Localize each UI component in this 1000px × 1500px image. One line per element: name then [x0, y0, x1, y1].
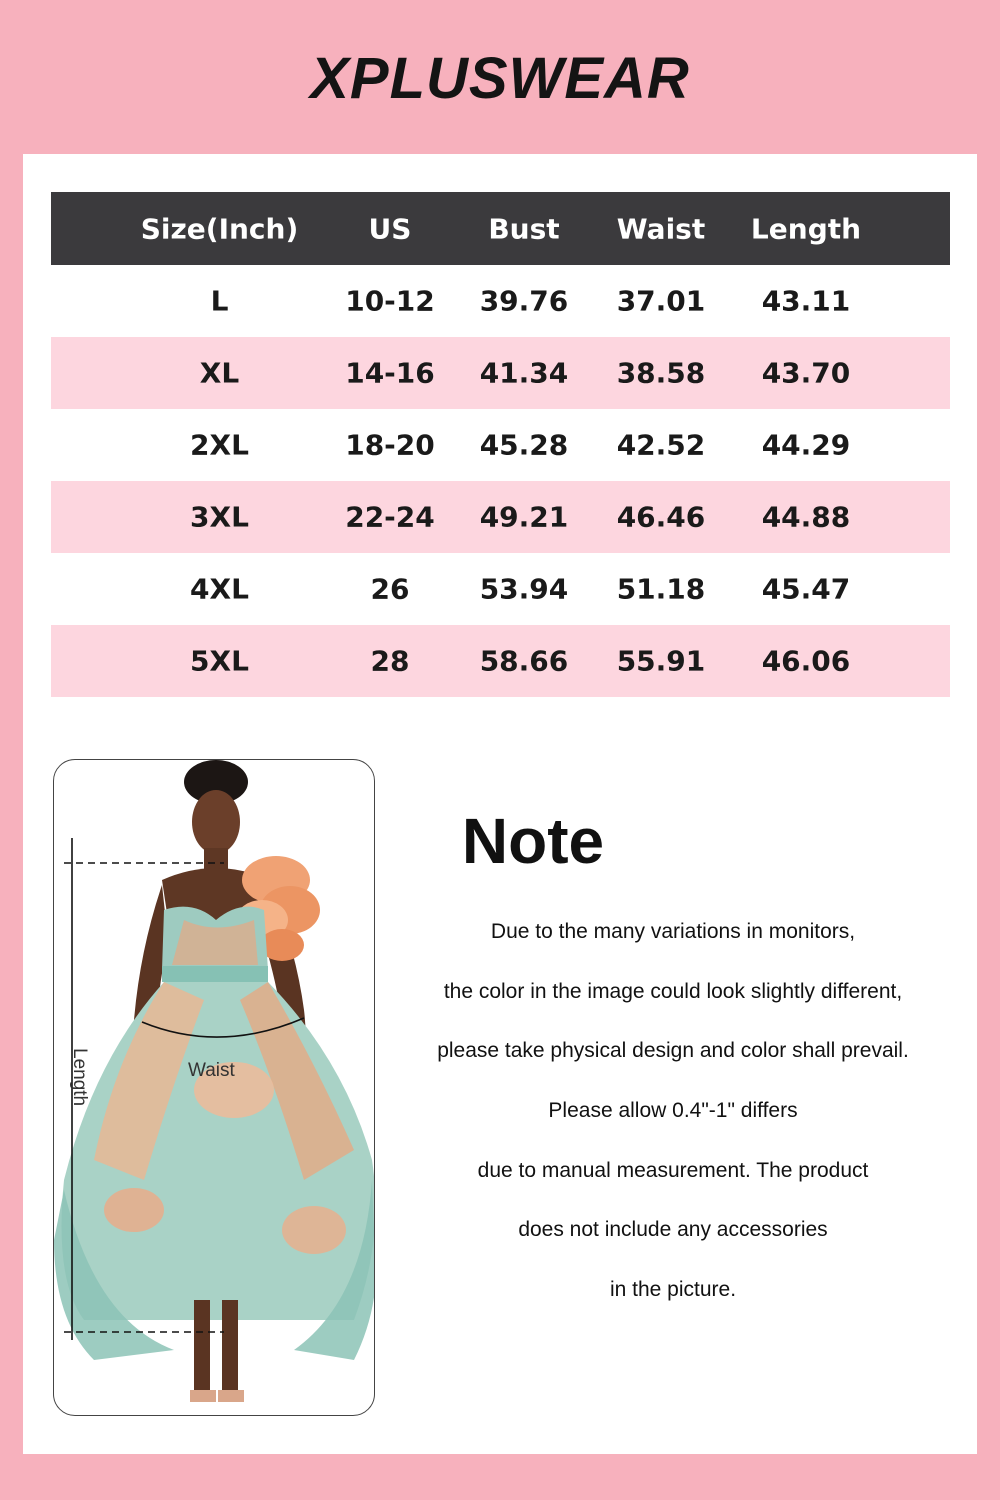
- cell-bust: 41.34: [479, 356, 569, 390]
- header-bust: Bust: [488, 212, 560, 245]
- note-title: Note: [461, 805, 605, 877]
- note-body: [398, 907, 948, 1325]
- cell-size: 5XL: [190, 644, 249, 678]
- note-line: Please allow 0.4"-1" differs: [548, 1099, 798, 1123]
- cell-us: 28: [370, 644, 410, 678]
- cell-waist: 37.01: [616, 284, 706, 318]
- table-row: [51, 553, 950, 625]
- table-row: [51, 409, 950, 481]
- cell-waist: 55.91: [616, 644, 706, 678]
- header-waist: Waist: [616, 212, 706, 245]
- cell-waist: 51.18: [616, 572, 706, 606]
- cell-size: XL: [199, 356, 240, 390]
- table-row: [51, 265, 950, 337]
- note-line: does not include any accessories: [518, 1218, 828, 1242]
- header-us: US: [368, 212, 412, 245]
- length-label: Length: [69, 1048, 90, 1107]
- cell-us: 14-16: [345, 356, 435, 390]
- cell-size: 2XL: [190, 428, 249, 462]
- brand-logo: XPLUSWEAR: [310, 46, 690, 111]
- size-chart-card: [23, 154, 977, 1454]
- size-table: [51, 192, 950, 697]
- dress-model-figure: [53, 759, 375, 1416]
- header-length: Length: [750, 212, 862, 245]
- cell-length: 45.47: [761, 572, 851, 606]
- cell-length: 44.29: [761, 428, 851, 462]
- cell-bust: 45.28: [479, 428, 569, 462]
- cell-length: 46.06: [761, 644, 851, 678]
- cell-us: 26: [370, 572, 410, 606]
- note-line: Due to the many variations in monitors,: [490, 920, 856, 943]
- cell-length: 44.88: [761, 500, 851, 534]
- note-line: due to manual measurement. The product: [477, 1158, 869, 1182]
- cell-bust: 53.94: [479, 572, 569, 606]
- cell-length: 43.70: [761, 356, 851, 390]
- cell-bust: 39.76: [479, 284, 569, 318]
- table-header: [51, 192, 950, 265]
- table-row: [51, 337, 950, 409]
- cell-us: 18-20: [345, 428, 435, 462]
- table-row: [51, 481, 950, 553]
- table-row: [51, 625, 950, 697]
- cell-length: 43.11: [761, 284, 851, 318]
- cell-waist: 46.46: [616, 500, 706, 534]
- note-line: please take physical design and color shall prevail.: [437, 1039, 909, 1063]
- cell-size: L: [210, 284, 229, 318]
- cell-us: 10-12: [345, 284, 435, 318]
- cell-waist: 42.52: [616, 428, 706, 462]
- cell-bust: 58.66: [479, 644, 569, 678]
- cell-size: 3XL: [190, 500, 249, 534]
- cell-bust: 49.21: [479, 500, 569, 534]
- cell-waist: 38.58: [616, 356, 706, 390]
- waist-label: Waist: [188, 1060, 235, 1081]
- note-line: in the picture.: [609, 1278, 737, 1302]
- note-line: the color in the image could look slightly different,: [443, 979, 903, 1003]
- cell-us: 22-24: [345, 500, 435, 534]
- cell-size: 4XL: [190, 572, 249, 606]
- dress-illustration: [54, 760, 374, 1415]
- header-size: Size(Inch): [140, 212, 299, 245]
